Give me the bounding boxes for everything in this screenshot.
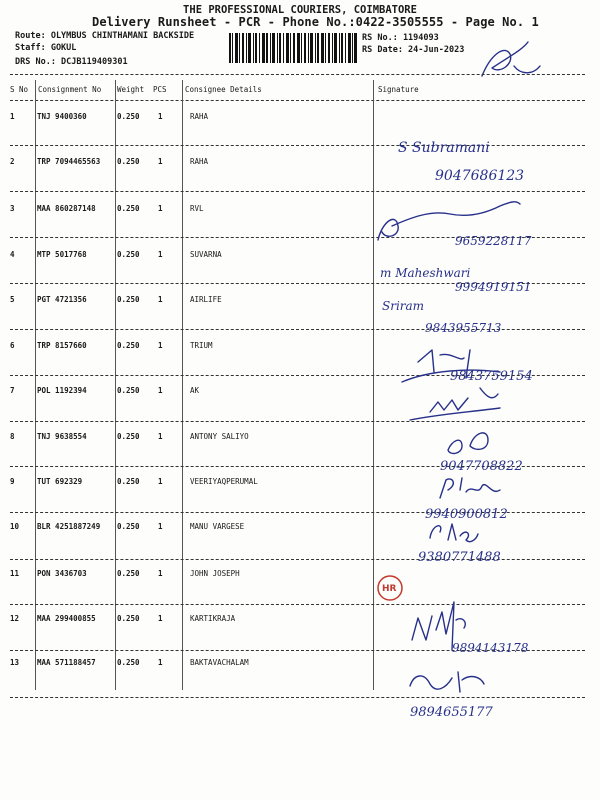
row-weight: 0.250 bbox=[117, 112, 140, 121]
col-pcs: PCS bbox=[153, 85, 167, 94]
signature-scribble bbox=[410, 672, 484, 692]
handwritten-phone: 9843759154 bbox=[450, 369, 533, 384]
row-weight: 0.250 bbox=[117, 386, 140, 395]
row-sno: 10 bbox=[10, 522, 20, 531]
row-consignee: KARTIKRAJA bbox=[190, 614, 236, 623]
handwritten-phone: 9940900812 bbox=[425, 507, 508, 522]
row-pcs: 1 bbox=[158, 112, 163, 121]
row-consignee: MANU VARGESE bbox=[190, 522, 245, 531]
row-consignee: AIRLIFE bbox=[190, 295, 222, 304]
col-consignment: Consignment No bbox=[38, 85, 102, 94]
handwritten-phone: 9843955713 bbox=[425, 321, 502, 335]
row-pcs: 1 bbox=[158, 250, 163, 259]
row-pcs: 1 bbox=[158, 204, 163, 213]
row-consignment: BLR 4251887249 bbox=[37, 522, 101, 531]
row-sno: 13 bbox=[10, 658, 20, 667]
row-weight: 0.250 bbox=[117, 522, 140, 531]
row-consignment: MAA 571188457 bbox=[37, 658, 96, 667]
route-label: Route: OLYMBUS CHINTHAMANI BACKSIDE bbox=[15, 31, 195, 41]
row-consignment: POL 1192394 bbox=[37, 386, 87, 395]
row-consignee: SUVARNA bbox=[190, 250, 222, 259]
signature-name: S Subramani bbox=[398, 140, 490, 156]
row-weight: 0.250 bbox=[117, 295, 140, 304]
handwritten-phone: 9894655177 bbox=[410, 705, 493, 720]
row-consignment: PON 3436703 bbox=[37, 569, 87, 578]
row-consignment: MAA 860287148 bbox=[37, 204, 96, 213]
row-weight: 0.250 bbox=[117, 477, 140, 486]
signature-scribble bbox=[440, 478, 500, 498]
row-weight: 0.250 bbox=[117, 157, 140, 166]
drs-number: DRS No.: DCJB119409301 bbox=[15, 57, 128, 67]
row-sno: 3 bbox=[10, 204, 15, 213]
signature-scribble bbox=[448, 433, 488, 454]
row-pcs: 1 bbox=[158, 614, 163, 623]
row-weight: 0.250 bbox=[117, 569, 140, 578]
row-consignment: TNJ 9400360 bbox=[37, 112, 87, 121]
row-pcs: 1 bbox=[158, 341, 163, 350]
row-sno: 5 bbox=[10, 295, 15, 304]
row-pcs: 1 bbox=[158, 477, 163, 486]
row-sno: 6 bbox=[10, 341, 15, 350]
row-pcs: 1 bbox=[158, 658, 163, 667]
row-sno: 4 bbox=[10, 250, 15, 259]
row-weight: 0.250 bbox=[117, 614, 140, 623]
row-weight: 0.250 bbox=[117, 250, 140, 259]
handwritten-phone: 9380771488 bbox=[418, 550, 501, 565]
row-consignment: PGT 4721356 bbox=[37, 295, 87, 304]
row-consignment: TUT 692329 bbox=[37, 477, 83, 486]
row-weight: 0.250 bbox=[117, 341, 140, 350]
row-sno: 7 bbox=[10, 386, 15, 395]
row-pcs: 1 bbox=[158, 295, 163, 304]
row-consignment: TRP 8157660 bbox=[37, 341, 87, 350]
row-sno: 1 bbox=[10, 112, 15, 121]
handwritten-phone: 9047708822 bbox=[440, 459, 523, 474]
staff-label: Staff: GOKUL bbox=[15, 43, 77, 53]
row-sno: 8 bbox=[10, 432, 15, 441]
row-consignee: RAHA bbox=[190, 112, 209, 121]
signature-scribble bbox=[430, 524, 478, 542]
company-name: THE PROFESSIONAL COURIERS, COIMBATORE bbox=[183, 4, 417, 16]
runsheet-title: Delivery Runsheet - PCR - Phone No.:0422-3505555 - Page No. 1 bbox=[92, 15, 539, 29]
handwritten-phone: 9047686123 bbox=[435, 168, 525, 184]
row-pcs: 1 bbox=[158, 157, 163, 166]
row-consignee: TRIUM bbox=[190, 341, 213, 350]
signature-scribble bbox=[410, 388, 500, 420]
rs-date: RS Date: 24-Jun-2023 bbox=[362, 45, 465, 55]
row-sno: 9 bbox=[10, 477, 15, 486]
col-weight: Weight bbox=[117, 85, 145, 94]
signature-name: m Maheshwari bbox=[380, 266, 471, 280]
col-consignee: Consignee Details bbox=[185, 85, 262, 94]
row-pcs: 1 bbox=[158, 386, 163, 395]
handwritten-phone: 9994919151 bbox=[455, 280, 532, 294]
row-consignee: ANTONY SALIYO bbox=[190, 432, 249, 441]
row-consignee: RVL bbox=[190, 204, 204, 213]
row-consignee: RAHA bbox=[190, 157, 209, 166]
row-weight: 0.250 bbox=[117, 658, 140, 667]
row-pcs: 1 bbox=[158, 569, 163, 578]
row-weight: 0.250 bbox=[117, 432, 140, 441]
signature-name: Sriram bbox=[382, 299, 425, 313]
handwritten-phone: 9894143178 bbox=[452, 641, 529, 655]
row-consignee: BAKTAVACHALAM bbox=[190, 658, 249, 667]
row-weight: 0.250 bbox=[117, 204, 140, 213]
row-consignment: TNJ 9638554 bbox=[37, 432, 87, 441]
row-consignment: MTP 5017768 bbox=[37, 250, 87, 259]
row-sno: 12 bbox=[10, 614, 20, 623]
row-consignee: JOHN JOSEPH bbox=[190, 569, 240, 578]
row-pcs: 1 bbox=[158, 432, 163, 441]
row-sno: 2 bbox=[10, 157, 15, 166]
row-consignee: AK bbox=[190, 386, 200, 395]
row-pcs: 1 bbox=[158, 522, 163, 531]
col-sno: S No bbox=[10, 85, 29, 94]
hr-stamp-label: HR bbox=[382, 584, 397, 594]
rs-number: RS No.: 1194093 bbox=[362, 33, 439, 43]
row-consignment: MAA 299400855 bbox=[37, 614, 96, 623]
col-signature: Signature bbox=[378, 85, 419, 94]
row-consignee: VEERIYAQPERUMAL bbox=[190, 477, 258, 486]
handwritten-phone: 9659228117 bbox=[455, 234, 532, 248]
row-sno: 11 bbox=[10, 569, 20, 578]
row-consignment: TRP 7094465563 bbox=[37, 157, 101, 166]
